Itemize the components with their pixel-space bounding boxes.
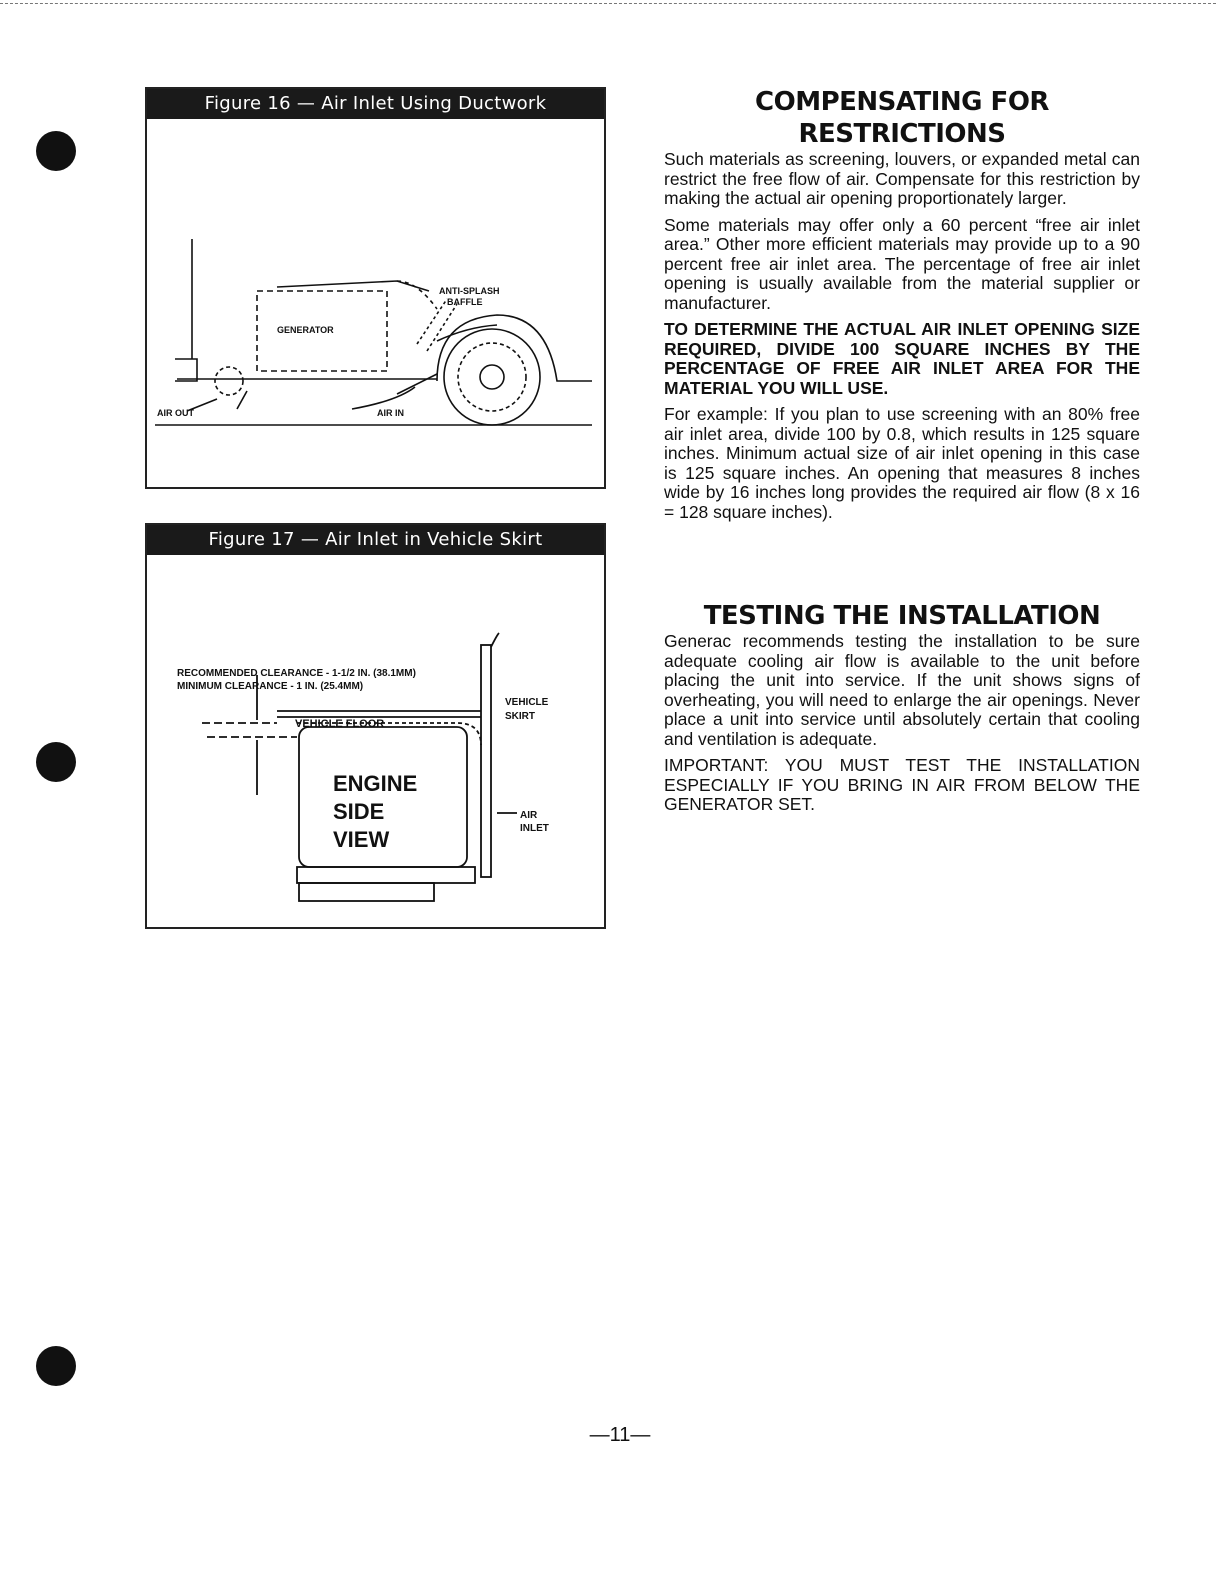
label-air: AIR xyxy=(520,810,538,821)
label-minimum-clearance: MINIMUM CLEARANCE - 1 IN. (25.4MM) xyxy=(177,681,364,692)
compensating-paragraph-2: Some materials may offer only a 60 percent “free air inlet area.” Other more efficient materials may provide up to a 90 percent free air inlet area. The percentage of free air inlet opening is usually available from the material supplier or manufacturer. xyxy=(664,214,1140,313)
testing-paragraph-1: Generac recommends testing the installation to be sure adequate cooling air flow is available to the unit before placing the unit into service. If the unit shows signs of overheating, you will need to enlarge the air openings. Never place a unit into service until absolutely certain that cooling and ventilation is adequate. xyxy=(664,631,1140,749)
top-scan-line xyxy=(0,3,1216,4)
compensating-paragraph-1: Such materials as screening, louvers, or expanded metal can restrict the free flow of air. Compensate for this restriction by making the actual air opening proportionately larger. xyxy=(664,149,1140,208)
label-baffle: BAFFLE xyxy=(447,297,483,307)
label-air-out: AIR OUT xyxy=(157,408,194,418)
label-anti-splash: ANTI-SPLASH xyxy=(439,286,500,296)
label-side: SIDE xyxy=(333,799,385,824)
compensating-paragraph-4: For example: If you plan to use screening with an 80% free air inlet area, divide 100 by 0.8, which results in 125 square inches. Minimum actual size of air inlet opening in this case is 125 square inches. An opening that measures 8 inches wide by 16 inches long provides the required air flow (8 x 16 = 128 square inches). xyxy=(664,404,1140,522)
compensating-heading-line2: RESTRICTIONS xyxy=(798,119,1006,149)
testing-heading: TESTING THE INSTALLATION xyxy=(703,601,1101,631)
figure-16 xyxy=(145,87,606,489)
label-view: VIEW xyxy=(333,827,390,852)
testing-section xyxy=(664,600,1140,822)
label-vehicle: VEHICLE xyxy=(505,697,549,708)
label-engine: ENGINE xyxy=(333,771,418,796)
binder-hole-top xyxy=(36,131,76,171)
label-air-in: AIR IN xyxy=(377,408,404,418)
binder-hole-bottom xyxy=(36,1346,76,1386)
figure-16-title: Figure 16 — Air Inlet Using Ductwork xyxy=(147,89,604,119)
compensating-section xyxy=(664,86,1140,529)
label-skirt: SKIRT xyxy=(505,711,535,722)
label-recommended-clearance: RECOMMENDED CLEARANCE - 1-1/2 IN. (38.1MM) xyxy=(177,668,416,679)
figure-16-diagram xyxy=(147,119,604,485)
label-generator: GENERATOR xyxy=(277,325,334,335)
binder-hole-middle xyxy=(36,742,76,782)
label-vehicle-floor: VEHICLE FLOOR xyxy=(295,718,385,730)
page-number: —11— xyxy=(589,1424,651,1446)
compensating-paragraph-3: TO DETERMINE THE ACTUAL AIR INLET OPENING SIZE REQUIRED, DIVIDE 100 SQUARE INCHES BY THE PERCENTAGE OF FREE AIR INLET AREA FOR THE MATERIAL YOU WILL USE. xyxy=(664,319,1140,398)
figure-17 xyxy=(145,523,606,929)
label-inlet: INLET xyxy=(520,823,549,834)
testing-paragraph-2: IMPORTANT: YOU MUST TEST THE INSTALLATION ESPECIALLY IF YOU BRING IN AIR FROM BELOW THE GENERATOR SET. xyxy=(664,755,1140,814)
figure-17-title: Figure 17 — Air Inlet in Vehicle Skirt xyxy=(147,525,604,555)
figure-17-diagram xyxy=(147,555,604,925)
compensating-heading-line1: COMPENSATING FOR xyxy=(755,87,1049,117)
